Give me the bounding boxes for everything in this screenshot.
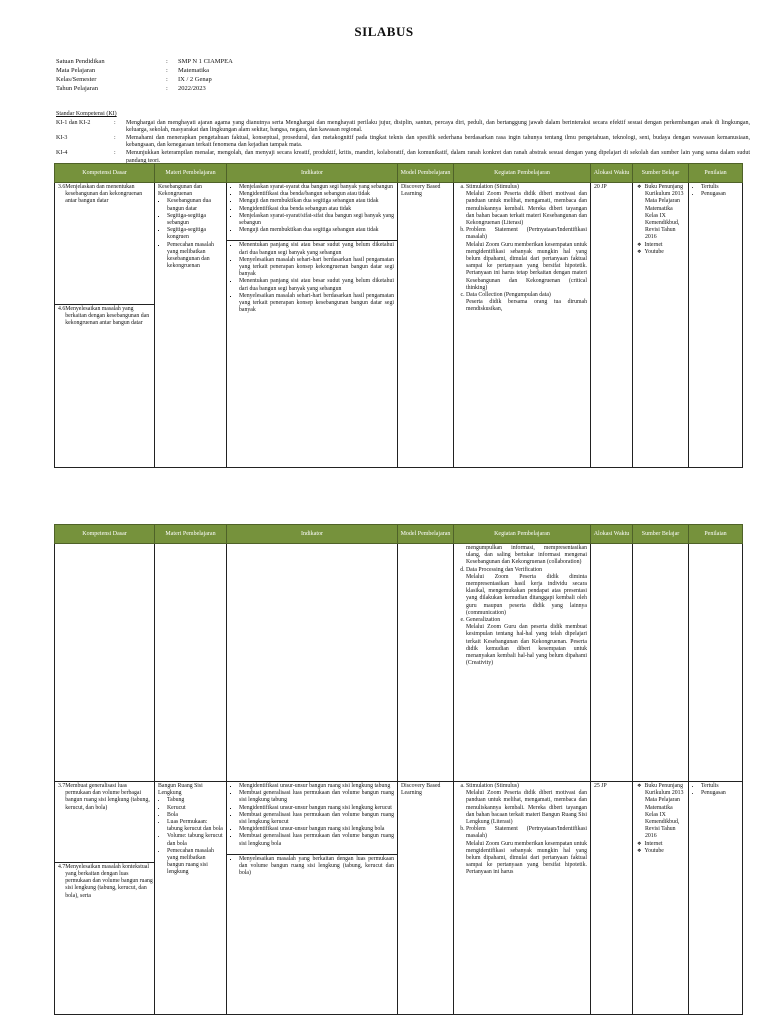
col-penilaian: Penilaian xyxy=(689,164,743,183)
ki-row: KI-4 : Menunjukkan keterampilan menalar, mengolah, dan menyaji secara kreatif, produktif, kritis, mandiri, kolaboratif, dan komunikatif, dalam ranah konkret dan ranah abstrak sesuai dengan yang dipelajari di sekolah dan sumber lain yang sama dalam sudut pandang teori. xyxy=(56,149,750,164)
list-item: • Tabung xyxy=(167,797,223,804)
col-sumber: Sumber Belajar xyxy=(633,164,689,183)
kegiatan-step-heading: b. Problem Statement (Pertnyataan/Indentifikasi masalah) xyxy=(466,826,587,840)
kegiatan-step-text: Melalui Zoom Peserta didik diminta mempresentasikan hasil kerja individu secara klasikal, mengemukakan pendapat atas presentasi yang dilakukan kemudian ditanggapi kembali oleh guru maupun peserta didik yang lainnya (communication) xyxy=(466,573,587,616)
list-item: • Tertulis xyxy=(701,184,739,191)
list-item: ▪ Menjelaskan syarat-syarat dua bangun segi banyak yang sebangun xyxy=(239,184,394,191)
kegiatan-step-heading: b. Problem Statement (Pertnyataan/Indentifikasi masalah) xyxy=(466,227,587,241)
table-row xyxy=(55,544,743,782)
kegiatan-cell xyxy=(454,782,591,1015)
kegiatan-step-text: Melalui Zoom Peserta didik diberi motivasi dan panduan untuk melihat, mengamati, membaca dan menuliskannya kembali. Mereka diberi tayangan dan bahan bacaan terkait materi Bangun Ruang Sisi Lengkung (Literasi) xyxy=(466,790,587,826)
list-item: ▪ Membuat generalisasi luas permukaan dan volume bangun ruang sisi lengkung bola xyxy=(239,833,394,847)
list-item: ▪ Mengidentifikasi unsur-unsur bangun ruang sisi lengkung kerucut xyxy=(239,805,394,812)
col-kegiatan: Kegiatan Pembelajaran xyxy=(454,525,591,544)
kegiatan-step-text: Melalui Zoom Peserta didik diberi motivasi dan panduan untuk melihat, mengamati, membaca dan menuliskannya kembali. Mereka diberi tayangan dan bahan bacaan terkait materi Kesebangunan dan Kekongruenan (Literasi) xyxy=(466,191,587,227)
kegiatan-step xyxy=(466,826,587,876)
list-item: ▪ Membuat generalisasi luas permukaan dan volume bangun ruang sisi lengkung tabung xyxy=(239,790,394,804)
list-item: ▪ Menentukan panjang sisi atau besar sudut yang belum diketahui dari dua bangun segi banyak yang sebangun xyxy=(239,242,394,256)
info-row: Kelas/Semester : IX / 2 Genap xyxy=(56,76,212,83)
col-kompetensi-dasar: Kompetensi Dasar xyxy=(55,525,155,544)
model-cell: Discovery Based Learning xyxy=(398,782,454,1015)
col-model: Model Pembelajaran xyxy=(398,525,454,544)
col-materi: Materi Pembelajaran xyxy=(155,525,227,544)
list-item: ❖ Youtube xyxy=(645,848,685,855)
info-row: Mata Pelajaran : Matematika xyxy=(56,67,210,74)
alokasi-cell: 25 JP xyxy=(591,782,633,1015)
list-item: ▪ Menyelesaikan masalah sehari-hari berdasarkan hasil pengamatan yang terkait penerapan konsep kesebangunan bangun datar segi banyak xyxy=(239,293,394,315)
info-row: Satuan Pendidikan : SMP N 1 CIAMPEA xyxy=(56,58,233,65)
kegiatan-step-text: Melalui Zoom Guru memberikan kesempatan untuk mengidentifikasi sebanyak mungkin hal yang belum dipahami, dimulai dari pertanyaan faktual sampai ke pertanyaan yang bersifat hipotetik. Pertanyaan ini harus xyxy=(466,840,587,876)
alokasi-cell: 20 JP xyxy=(591,183,633,468)
materi-title: Bangun Ruang Sisi Lengkung xyxy=(158,783,203,797)
kegiatan-step-heading: c. Data Collection (Pengumpulan data) xyxy=(466,292,551,299)
list-item: ▪ Menyelesaikan masalah yang berkaitan dengan luas permukaan dan volume bangun ruang sisi lengkung (tabung, kerucut dan bola) xyxy=(239,856,394,878)
col-alokasi: Alokasi Waktu xyxy=(591,164,633,183)
kegiatan-list xyxy=(457,783,587,877)
kegiatan-cell xyxy=(454,183,591,468)
kegiatan-step xyxy=(466,567,587,617)
kegiatan-step-heading: d. Data Processing dan Verification xyxy=(466,566,543,573)
kegiatan-step-heading: e. Generalization xyxy=(466,617,501,624)
list-item: ▪ Mengidentifikasi dua benda/bangun sebangun atau tidak xyxy=(239,191,394,198)
kegiatan-step-heading: a. Stimulation (Stimulus) xyxy=(466,184,519,190)
col-alokasi: Alokasi Waktu xyxy=(591,525,633,544)
list-item: ▪ Pemecahan masalah yang melibatkan kesebangunan dan kekongruenan xyxy=(167,242,223,271)
list-item: ▪ Segitiga-segitiga sebangun xyxy=(167,213,223,227)
list-item: • Volume: tabung kerucut dan bola xyxy=(167,833,223,847)
document-title: SILABUS xyxy=(354,24,414,39)
indikator-list xyxy=(230,783,394,848)
list-item: • Kerucut xyxy=(167,805,223,812)
sumber-list xyxy=(636,184,685,256)
list-item: • Penugasan xyxy=(701,191,739,198)
list-item: ▪ Menyelesaikan masalah sehari-hari berdasarkan hasil pengamatan yang terkait penerapan konsep kekongruenan bangun datar segi banyak xyxy=(239,257,394,279)
silabus-table-2 xyxy=(54,524,743,1015)
col-kompetensi-dasar: Kompetensi Dasar xyxy=(55,164,155,183)
kegiatan-list xyxy=(457,545,587,667)
kd-cell: 3.6 Menjelaskan dan menentukan kesebangunan dan kekongruenan antar bangun datar 4.6 Menyelesaikan masalah yang berkaitan dengan kesebangunan dan kekongruenan antar bangun datar xyxy=(55,183,155,468)
kegiatan-step-text: Peserta didik bersama orang tua dirumah mendiskusikan, xyxy=(466,299,587,313)
kegiatan-step xyxy=(466,184,587,227)
materi-list xyxy=(158,198,223,270)
list-item: ▪ Menentukan panjang sisi atau besar sudut yang belum diketahui dari dua bangun segi banyak yang sebangun xyxy=(239,278,394,292)
materi-cell xyxy=(155,183,227,468)
indikator-list xyxy=(227,242,397,314)
kegiatan-step xyxy=(466,545,587,567)
kegiatan-step-text: mengumpulkan informasi, mempresentasikan ulang, dan saling bertukar informasi mengenai Kesebangunan dan Kekongruenan (collaboration) xyxy=(466,545,587,566)
col-materi: Materi Pembelajaran xyxy=(155,164,227,183)
sumber-list xyxy=(636,783,685,855)
materi-title: Kesebangunan dan Kekongruenan xyxy=(158,184,202,198)
list-item: • Penugasan xyxy=(701,790,739,797)
list-item: • Luas Permukaan: tabung kerucut dan bola xyxy=(167,819,223,833)
kegiatan-step xyxy=(466,227,587,292)
table-row xyxy=(55,183,743,468)
table-row xyxy=(55,782,743,1015)
list-item: • Tertulis xyxy=(701,783,739,790)
kegiatan-step xyxy=(466,292,587,314)
penilaian-list xyxy=(692,783,739,797)
table-header-row xyxy=(55,525,743,544)
kegiatan-cell xyxy=(454,544,591,782)
col-indikator: Indikator xyxy=(227,525,398,544)
kegiatan-step xyxy=(466,783,587,826)
list-item: ▪ Membuat generalisasi luas permukaan dan volume bangun ruang sisi lengkung kerucut xyxy=(239,812,394,826)
standar-heading: Standar Kompetensi (KI) xyxy=(56,111,117,117)
list-item: ▪ Mengidentifikasi dua benda sebangun atau tidak xyxy=(239,206,394,213)
list-item: ▪ Mengidentifikasi unsur-unsur bangun ruang sisi lengkung tabung xyxy=(239,783,394,790)
kd-text: Menyelesaikan masalah yang berkaitan dengan kesebangunan dan kekongruenan antar bangun datar xyxy=(65,305,150,327)
ki-row: KI-1 dan KI-2 : Menghargai dan menghayati ajaran agama yang dianutnya serta Menghargai dan menghayati perilaku jujur, disiplin, santun, percaya diri, peduli, dan bertanggung jawab dalam berinteraksi secara efektif sesuai dengan perkembangan anak di lingkungan, keluarga, sekolah, masyarakat dan lingkungan alam sekitar, bangsa, negara, dan kawasan regional. xyxy=(56,119,750,134)
materi-cell xyxy=(155,782,227,1015)
penilaian-cell xyxy=(689,183,743,468)
standar-kompetensi xyxy=(56,111,750,165)
identity-block xyxy=(56,57,233,93)
sumber-cell xyxy=(633,782,689,1015)
penilaian-cell xyxy=(689,782,743,1015)
col-kegiatan: Kegiatan Pembelajaran xyxy=(454,164,591,183)
list-item: ❖ Buku Penunjang Kurikulum 2013 Mata Pelajaran Matematika Kelas IX Kemendikbud, Revisi Tahun 2016 xyxy=(645,783,685,841)
col-sumber: Sumber Belajar xyxy=(633,525,689,544)
list-item: ▪ Menjelaskan syarat-syarat/sifat-sifat dua bangun segi banyak yang sebangun xyxy=(239,213,394,227)
col-model: Model Pembelajaran xyxy=(398,164,454,183)
kegiatan-step xyxy=(466,617,587,667)
indikator-cell xyxy=(227,183,398,468)
ki-row: KI-3 : Memahami dan menerapkan pengetahuan faktual, konseptual, prosedural, dan metakognitif pada tingkat teknis dan spesifik sederhana berdasarkan rasa ingin tahunya tentang ilmu pengetahuan, teknologi, seni, budaya dengan wawasan kemanusiaan, kebangsaan, dan kenegaraan terkait fenomena dan kejadian tampak mata. xyxy=(56,134,750,149)
info-row: Tahun Pelajaran : 2022/2023 xyxy=(56,85,206,92)
sumber-cell xyxy=(633,183,689,468)
kd-text: Menyelesaikan masalah kontekstual yang berkaitan dengan luas permukaan dan volume bangun ruang sisi lengkung (tabung, kerucut, dan bola), serta xyxy=(65,863,153,899)
list-item: ▪ Segitiga-segitiga kongruen xyxy=(167,227,223,241)
list-item: ❖ Youtube xyxy=(645,249,685,256)
col-penilaian: Penilaian xyxy=(689,525,743,544)
list-item: ▪ Menguji dan membuktikan dua segitiga sebangun atau tidak xyxy=(239,227,394,234)
kd-cell: 3.7 Membuat generalisasi luas permukaan dan volume berbagai bangun ruang sisi lengkung (tabung, kerucut, dan bola) 4.7 Menyelesaikan masalah kontekstual yang berkaitan dengan luas permukaan dan volume bangun ruang sisi lengkung (tabung, kerucut, dan bola), serta xyxy=(55,782,155,1015)
kd-text: Membuat generalisasi luas permukaan dan volume berbagai bangun ruang sisi lengkung (tabung, kerucut, dan bola) xyxy=(65,783,150,811)
kegiatan-step-text: Melalui Zoom Guru dan peserta didik membuat kesimpulan tentang hal-hal yang telah dipelajari terkait Kesebangunan dan Kekongruenan. Peserta didik kemudian diberi kesempatan untuk menanyakan kembali hal-hal yang belum dipahami (Creativity) xyxy=(466,624,587,667)
list-item: • Bola xyxy=(167,812,223,819)
indikator-list xyxy=(227,856,397,878)
table-header-row xyxy=(55,164,743,183)
kegiatan-step-heading: a. Stimulation (Stimulus) xyxy=(466,783,519,789)
penilaian-list xyxy=(692,184,739,198)
indikator-list xyxy=(230,184,394,234)
materi-list xyxy=(158,797,223,876)
list-item: ▪ Menguji dan membuktikan dua segitiga sebangun atau tidak xyxy=(239,198,394,205)
kd-text: Menjelaskan dan menentukan kesebangunan dan kekongruenan antar bangun datar xyxy=(65,184,143,205)
list-item: • Pemecahan masalah yang melibatkan bangun ruang sisi lengkung xyxy=(167,848,223,877)
model-cell: Discovery Based Learning xyxy=(398,183,454,468)
list-item: ▪ Mengidentifikasi unsur-unsur bangun ruang sisi lengkung bola xyxy=(239,826,394,833)
col-indikator: Indikator xyxy=(227,164,398,183)
list-item: ▪ Kesebangunan dua bangun datar xyxy=(167,198,223,212)
kegiatan-step-text: Melalui Zoom Guru memberikan kesempatan untuk mengidentifikasi sebanyak mungkin hal yang belum dipahami, dimulai dari pertanyaan faktual sampai ke pertanyaan yang bersifat hipotetik. Pertanyaan ini harus tetap berkaitan dengan materi Kesebangunan dan Kekongruenan (critical thinking) xyxy=(466,241,587,291)
list-item: ❖ Internet xyxy=(645,841,685,848)
list-item: ❖ Internet xyxy=(645,242,685,249)
indikator-cell xyxy=(227,782,398,1015)
kegiatan-list xyxy=(457,184,587,314)
list-item: ❖ Buku Penunjang Kurikulum 2013 Mata Pelajaran Matematika Kelas IX Kemendikbud, Revisi Tahun 2016 xyxy=(645,184,685,242)
silabus-table-1 xyxy=(54,163,743,468)
